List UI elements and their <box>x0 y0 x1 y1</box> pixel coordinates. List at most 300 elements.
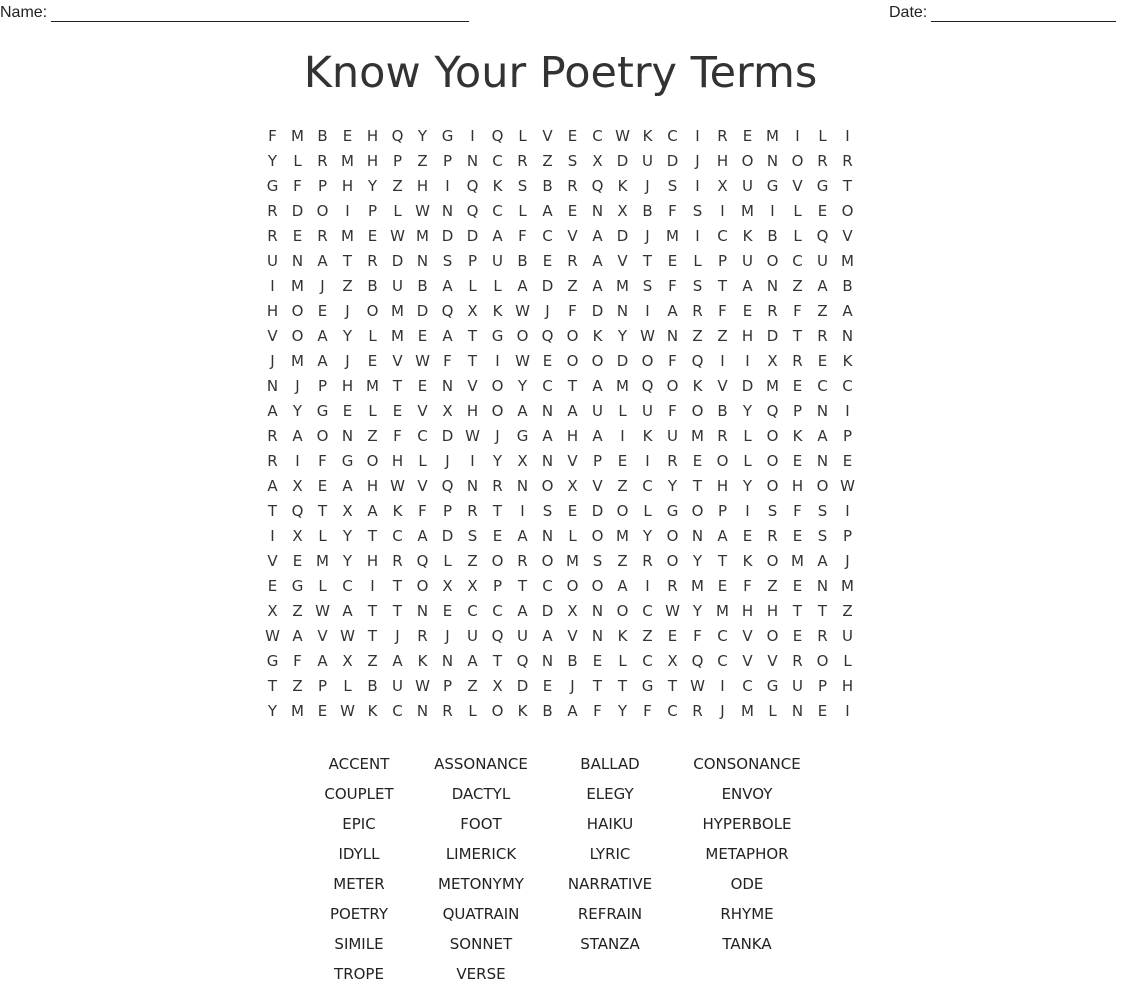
grid-letter[interactable]: R <box>667 452 678 470</box>
grid-letter[interactable]: C <box>642 652 653 670</box>
grid-letter[interactable]: H <box>566 427 579 445</box>
grid-letter[interactable]: A <box>342 477 353 495</box>
grid-letter[interactable]: I <box>720 352 725 370</box>
grid-letter[interactable]: O <box>316 427 329 445</box>
grid-letter[interactable]: E <box>367 227 378 245</box>
grid-letter[interactable]: N <box>691 527 704 545</box>
grid-letter[interactable]: Q <box>441 302 454 320</box>
grid-letter[interactable]: J <box>320 277 325 295</box>
grid-letter[interactable]: X <box>267 602 278 620</box>
grid-letter[interactable]: I <box>845 402 850 420</box>
grid-letter[interactable]: I <box>695 127 700 145</box>
grid-letter[interactable]: S <box>692 277 703 295</box>
grid-letter[interactable]: W <box>415 352 430 370</box>
grid-letter[interactable]: T <box>842 177 853 195</box>
grid-letter[interactable]: M <box>291 352 304 370</box>
grid-letter[interactable]: T <box>367 602 378 620</box>
grid-letter[interactable]: B <box>642 202 653 220</box>
grid-letter[interactable]: M <box>691 427 704 445</box>
grid-letter[interactable]: Y <box>342 327 353 345</box>
grid-letter[interactable]: M <box>391 302 404 320</box>
grid-letter[interactable]: L <box>493 277 502 295</box>
grid-letter[interactable]: V <box>417 477 428 495</box>
grid-letter[interactable]: I <box>645 302 650 320</box>
grid-letter[interactable]: Y <box>417 127 428 145</box>
grid-letter[interactable]: N <box>416 702 429 720</box>
grid-letter[interactable]: G <box>441 127 454 145</box>
grid-letter[interactable]: T <box>642 252 653 270</box>
grid-letter[interactable]: R <box>767 302 778 320</box>
grid-letter[interactable]: E <box>317 477 328 495</box>
grid-letter[interactable]: J <box>395 627 400 645</box>
grid-letter[interactable]: R <box>817 327 828 345</box>
grid-letter[interactable]: A <box>517 527 528 545</box>
grid-letter[interactable]: A <box>742 277 753 295</box>
grid-letter[interactable]: A <box>817 277 828 295</box>
grid-letter[interactable]: E <box>817 202 828 220</box>
grid-letter[interactable]: O <box>766 427 779 445</box>
grid-letter[interactable]: H <box>341 177 354 195</box>
grid-letter[interactable]: L <box>293 152 302 170</box>
grid-letter[interactable]: W <box>340 702 355 720</box>
grid-letter[interactable]: M <box>366 377 379 395</box>
grid-letter[interactable]: M <box>391 327 404 345</box>
grid-letter[interactable]: H <box>266 302 279 320</box>
grid-letter[interactable]: O <box>666 377 679 395</box>
grid-letter[interactable]: V <box>267 327 278 345</box>
grid-letter[interactable]: O <box>491 702 504 720</box>
grid-letter[interactable]: W <box>265 627 280 645</box>
grid-letter[interactable]: A <box>842 302 853 320</box>
grid-letter[interactable]: Y <box>742 477 753 495</box>
grid-letter[interactable]: M <box>291 702 304 720</box>
grid-letter[interactable]: L <box>643 502 652 520</box>
grid-letter[interactable]: X <box>567 602 578 620</box>
grid-letter[interactable]: S <box>692 202 703 220</box>
grid-letter[interactable]: K <box>392 502 403 520</box>
grid-letter[interactable]: D <box>766 327 779 345</box>
grid-letter[interactable]: X <box>567 477 578 495</box>
grid-letter[interactable]: B <box>542 177 553 195</box>
grid-letter[interactable]: A <box>442 327 453 345</box>
grid-letter[interactable]: E <box>317 302 328 320</box>
grid-letter[interactable]: P <box>717 252 728 270</box>
grid-letter[interactable]: D <box>616 152 629 170</box>
grid-letter[interactable]: O <box>816 477 829 495</box>
grid-letter[interactable]: F <box>393 427 402 445</box>
grid-letter[interactable]: E <box>442 602 453 620</box>
grid-letter[interactable]: L <box>618 652 627 670</box>
grid-letter[interactable]: U <box>492 252 503 270</box>
grid-letter[interactable]: E <box>292 552 303 570</box>
name-field[interactable] <box>0 4 469 22</box>
grid-letter[interactable]: L <box>618 402 627 420</box>
grid-letter[interactable]: P <box>442 152 453 170</box>
grid-letter[interactable]: A <box>517 602 528 620</box>
grid-letter[interactable]: O <box>491 552 504 570</box>
grid-letter[interactable]: O <box>766 552 779 570</box>
grid-letter[interactable]: N <box>591 202 604 220</box>
grid-letter[interactable]: F <box>593 702 602 720</box>
grid-letter[interactable]: I <box>270 277 275 295</box>
grid-letter[interactable]: X <box>442 402 453 420</box>
grid-letter[interactable]: L <box>318 527 327 545</box>
grid-letter[interactable]: U <box>742 252 753 270</box>
grid-letter[interactable]: L <box>693 252 702 270</box>
grid-letter[interactable]: D <box>666 152 679 170</box>
grid-letter[interactable]: A <box>592 377 603 395</box>
grid-letter[interactable]: G <box>266 652 279 670</box>
grid-letter[interactable]: N <box>291 252 304 270</box>
grid-letter[interactable]: N <box>841 327 854 345</box>
grid-letter[interactable]: V <box>592 477 603 495</box>
grid-letter[interactable]: J <box>495 427 500 445</box>
grid-letter[interactable]: A <box>567 702 578 720</box>
grid-letter[interactable]: X <box>492 677 503 695</box>
grid-letter[interactable]: N <box>766 277 779 295</box>
grid-letter[interactable]: A <box>592 227 603 245</box>
grid-letter[interactable]: N <box>441 202 454 220</box>
grid-letter[interactable]: U <box>267 252 278 270</box>
grid-letter[interactable]: E <box>692 452 703 470</box>
grid-letter[interactable]: A <box>667 302 678 320</box>
grid-letter[interactable]: T <box>717 277 728 295</box>
grid-letter[interactable]: L <box>793 202 802 220</box>
grid-letter[interactable]: D <box>416 302 429 320</box>
grid-letter[interactable]: I <box>745 502 750 520</box>
grid-letter[interactable]: N <box>666 327 679 345</box>
grid-letter[interactable]: X <box>767 352 778 370</box>
grid-letter[interactable]: H <box>341 377 354 395</box>
grid-letter[interactable]: P <box>842 527 853 545</box>
grid-letter[interactable]: O <box>716 452 729 470</box>
grid-letter[interactable]: C <box>492 602 503 620</box>
grid-letter[interactable]: O <box>791 152 804 170</box>
grid-letter[interactable]: H <box>716 152 729 170</box>
grid-letter[interactable]: D <box>291 202 304 220</box>
grid-letter[interactable]: J <box>545 302 550 320</box>
grid-letter[interactable]: O <box>766 627 779 645</box>
grid-letter[interactable]: E <box>292 227 303 245</box>
grid-letter[interactable]: O <box>366 302 379 320</box>
grid-letter[interactable]: Z <box>642 627 653 645</box>
grid-letter[interactable]: J <box>445 627 450 645</box>
grid-letter[interactable]: V <box>842 227 853 245</box>
grid-letter[interactable]: T <box>392 577 403 595</box>
grid-letter[interactable]: E <box>842 452 853 470</box>
grid-letter[interactable]: X <box>592 152 603 170</box>
grid-letter[interactable]: Q <box>816 227 829 245</box>
grid-letter[interactable]: H <box>841 677 854 695</box>
grid-letter[interactable]: B <box>542 702 553 720</box>
grid-letter[interactable]: I <box>795 127 800 145</box>
grid-letter[interactable]: E <box>367 352 378 370</box>
grid-letter[interactable]: Q <box>516 652 529 670</box>
grid-letter[interactable]: P <box>817 677 828 695</box>
grid-letter[interactable]: O <box>616 502 629 520</box>
grid-letter[interactable]: R <box>417 627 428 645</box>
grid-letter[interactable]: A <box>617 577 628 595</box>
grid-letter[interactable]: I <box>295 452 300 470</box>
grid-letter[interactable]: E <box>742 127 753 145</box>
grid-letter[interactable]: E <box>592 652 603 670</box>
grid-letter[interactable]: A <box>542 427 553 445</box>
grid-letter[interactable]: I <box>745 352 750 370</box>
grid-letter[interactable]: T <box>492 652 503 670</box>
grid-letter[interactable]: X <box>517 452 528 470</box>
grid-letter[interactable]: R <box>267 452 278 470</box>
grid-letter[interactable]: T <box>717 552 728 570</box>
grid-letter[interactable]: O <box>766 452 779 470</box>
grid-letter[interactable]: O <box>291 327 304 345</box>
grid-letter[interactable]: U <box>842 627 853 645</box>
grid-letter[interactable]: N <box>591 627 604 645</box>
grid-letter[interactable]: K <box>617 627 628 645</box>
grid-letter[interactable]: L <box>443 552 452 570</box>
grid-letter[interactable]: Q <box>491 127 504 145</box>
grid-letter[interactable]: Y <box>742 402 753 420</box>
grid-letter[interactable]: O <box>641 352 654 370</box>
grid-letter[interactable]: O <box>766 252 779 270</box>
grid-letter[interactable]: G <box>316 402 329 420</box>
grid-letter[interactable]: A <box>517 402 528 420</box>
grid-letter[interactable]: O <box>841 202 854 220</box>
grid-letter[interactable]: M <box>791 552 804 570</box>
grid-letter[interactable]: P <box>492 577 503 595</box>
grid-letter[interactable]: F <box>668 402 677 420</box>
grid-letter[interactable]: I <box>345 202 350 220</box>
grid-letter[interactable]: D <box>391 252 404 270</box>
grid-letter[interactable]: U <box>642 402 653 420</box>
grid-letter[interactable]: A <box>367 502 378 520</box>
grid-letter[interactable]: Y <box>667 477 678 495</box>
grid-letter[interactable]: F <box>668 277 677 295</box>
grid-letter[interactable]: T <box>567 377 578 395</box>
grid-letter[interactable]: Q <box>416 552 429 570</box>
grid-letter[interactable]: H <box>766 602 779 620</box>
grid-letter[interactable]: A <box>817 552 828 570</box>
grid-letter[interactable]: G <box>491 327 504 345</box>
grid-letter[interactable]: Q <box>691 652 704 670</box>
grid-letter[interactable]: L <box>568 527 577 545</box>
grid-letter[interactable]: Z <box>367 652 378 670</box>
grid-letter[interactable]: L <box>368 327 377 345</box>
grid-letter[interactable]: A <box>267 402 278 420</box>
grid-letter[interactable]: O <box>666 552 679 570</box>
grid-letter[interactable]: O <box>416 577 429 595</box>
grid-letter[interactable]: P <box>442 677 453 695</box>
grid-letter[interactable]: A <box>567 402 578 420</box>
grid-letter[interactable]: N <box>466 152 479 170</box>
grid-letter[interactable]: Z <box>617 477 628 495</box>
grid-letter[interactable]: N <box>516 477 529 495</box>
grid-letter[interactable]: F <box>443 352 452 370</box>
grid-letter[interactable]: S <box>592 552 603 570</box>
grid-letter[interactable]: U <box>392 677 403 695</box>
grid-letter[interactable]: V <box>267 552 278 570</box>
grid-letter[interactable]: L <box>743 427 752 445</box>
grid-letter[interactable]: L <box>518 202 527 220</box>
grid-letter[interactable]: A <box>717 527 728 545</box>
grid-letter[interactable]: L <box>793 227 802 245</box>
grid-letter[interactable]: C <box>642 602 653 620</box>
grid-letter[interactable]: R <box>817 627 828 645</box>
grid-letter[interactable]: L <box>843 652 852 670</box>
grid-letter[interactable]: X <box>342 652 353 670</box>
grid-letter[interactable]: J <box>445 452 450 470</box>
grid-letter[interactable]: M <box>616 527 629 545</box>
grid-letter[interactable]: Z <box>542 152 553 170</box>
grid-letter[interactable]: G <box>266 177 279 195</box>
grid-letter[interactable]: F <box>793 302 802 320</box>
grid-letter[interactable]: R <box>367 252 378 270</box>
grid-letter[interactable]: E <box>817 702 828 720</box>
grid-letter[interactable]: L <box>393 202 402 220</box>
grid-letter[interactable]: R <box>567 252 578 270</box>
grid-letter[interactable]: A <box>267 477 278 495</box>
grid-letter[interactable]: K <box>417 652 428 670</box>
grid-letter[interactable]: A <box>392 652 403 670</box>
grid-letter[interactable]: S <box>817 527 828 545</box>
grid-letter[interactable]: E <box>792 452 803 470</box>
grid-letter[interactable]: Y <box>342 552 353 570</box>
grid-letter[interactable]: C <box>492 202 503 220</box>
grid-letter[interactable]: I <box>445 177 450 195</box>
grid-letter[interactable]: T <box>367 527 378 545</box>
grid-letter[interactable]: Y <box>342 527 353 545</box>
grid-letter[interactable]: S <box>467 527 478 545</box>
grid-letter[interactable]: E <box>742 302 753 320</box>
grid-letter[interactable]: O <box>591 352 604 370</box>
grid-letter[interactable]: N <box>466 477 479 495</box>
grid-letter[interactable]: M <box>341 227 354 245</box>
grid-letter[interactable]: N <box>541 527 554 545</box>
grid-letter[interactable]: K <box>742 552 753 570</box>
grid-letter[interactable]: U <box>592 402 603 420</box>
grid-letter[interactable]: A <box>592 252 603 270</box>
grid-letter[interactable]: R <box>842 152 853 170</box>
grid-letter[interactable]: M <box>566 552 579 570</box>
grid-letter[interactable]: K <box>492 177 503 195</box>
grid-letter[interactable]: D <box>591 502 604 520</box>
grid-letter[interactable]: K <box>792 427 803 445</box>
grid-letter[interactable]: P <box>317 377 328 395</box>
grid-letter[interactable]: A <box>467 652 478 670</box>
grid-letter[interactable]: C <box>717 627 728 645</box>
grid-letter[interactable]: R <box>792 352 803 370</box>
grid-letter[interactable]: M <box>416 227 429 245</box>
grid-letter[interactable]: O <box>591 527 604 545</box>
grid-letter[interactable]: Q <box>491 627 504 645</box>
grid-letter[interactable]: K <box>617 177 628 195</box>
grid-letter[interactable]: X <box>292 527 303 545</box>
grid-letter[interactable]: C <box>817 377 828 395</box>
grid-letter[interactable]: Q <box>441 477 454 495</box>
grid-letter[interactable]: R <box>717 427 728 445</box>
grid-letter[interactable]: F <box>268 127 277 145</box>
grid-letter[interactable]: R <box>517 552 528 570</box>
grid-letter[interactable]: S <box>667 177 678 195</box>
grid-letter[interactable]: R <box>517 152 528 170</box>
grid-letter[interactable]: A <box>317 652 328 670</box>
grid-letter[interactable]: E <box>792 377 803 395</box>
grid-letter[interactable]: E <box>817 352 828 370</box>
grid-letter[interactable]: A <box>817 427 828 445</box>
grid-letter[interactable]: E <box>742 527 753 545</box>
grid-letter[interactable]: J <box>570 677 575 695</box>
grid-letter[interactable]: A <box>542 627 553 645</box>
grid-letter[interactable]: L <box>518 127 527 145</box>
grid-letter[interactable]: R <box>267 227 278 245</box>
grid-letter[interactable]: Z <box>467 552 478 570</box>
grid-letter[interactable]: H <box>791 477 804 495</box>
grid-letter[interactable]: I <box>470 127 475 145</box>
grid-letter[interactable]: M <box>666 227 679 245</box>
grid-letter[interactable]: R <box>692 302 703 320</box>
grid-letter[interactable]: Y <box>292 402 303 420</box>
grid-letter[interactable]: Q <box>641 377 654 395</box>
grid-letter[interactable]: T <box>367 627 378 645</box>
grid-letter[interactable]: G <box>516 427 529 445</box>
grid-letter[interactable]: R <box>767 527 778 545</box>
grid-letter[interactable]: I <box>620 427 625 445</box>
grid-letter[interactable]: S <box>542 502 553 520</box>
grid-letter[interactable]: E <box>392 402 403 420</box>
grid-letter[interactable]: Y <box>692 552 703 570</box>
grid-letter[interactable]: H <box>466 402 479 420</box>
grid-letter[interactable]: D <box>591 302 604 320</box>
grid-letter[interactable]: P <box>317 677 328 695</box>
grid-letter[interactable]: J <box>270 352 275 370</box>
grid-letter[interactable]: Z <box>467 677 478 695</box>
grid-letter[interactable]: N <box>266 377 279 395</box>
grid-letter[interactable]: F <box>293 177 302 195</box>
grid-letter[interactable]: R <box>267 427 278 445</box>
grid-letter[interactable]: C <box>417 427 428 445</box>
grid-letter[interactable]: A <box>292 627 303 645</box>
grid-letter[interactable]: K <box>692 377 703 395</box>
grid-letter[interactable]: A <box>542 202 553 220</box>
grid-letter[interactable]: U <box>817 252 828 270</box>
grid-letter[interactable]: R <box>817 152 828 170</box>
grid-letter[interactable]: Z <box>567 277 578 295</box>
grid-letter[interactable]: O <box>616 602 629 620</box>
grid-letter[interactable]: Y <box>267 152 278 170</box>
grid-letter[interactable]: E <box>792 527 803 545</box>
grid-letter[interactable]: R <box>317 227 328 245</box>
grid-letter[interactable]: I <box>495 352 500 370</box>
grid-letter[interactable]: L <box>743 452 752 470</box>
grid-letter[interactable]: P <box>842 427 853 445</box>
grid-letter[interactable]: W <box>640 327 655 345</box>
grid-letter[interactable]: R <box>642 552 653 570</box>
grid-letter[interactable]: Q <box>466 202 479 220</box>
grid-letter[interactable]: J <box>695 152 700 170</box>
grid-letter[interactable]: Y <box>367 177 378 195</box>
grid-letter[interactable]: U <box>392 277 403 295</box>
grid-letter[interactable]: T <box>517 577 528 595</box>
grid-letter[interactable]: F <box>293 652 302 670</box>
grid-letter[interactable]: Z <box>717 327 728 345</box>
grid-letter[interactable]: E <box>792 577 803 595</box>
grid-letter[interactable]: Q <box>591 177 604 195</box>
grid-letter[interactable]: G <box>641 677 654 695</box>
grid-letter[interactable]: E <box>617 452 628 470</box>
grid-letter[interactable]: O <box>491 377 504 395</box>
grid-letter[interactable]: F <box>668 352 677 370</box>
grid-letter[interactable]: N <box>416 602 429 620</box>
grid-letter[interactable]: G <box>766 177 779 195</box>
